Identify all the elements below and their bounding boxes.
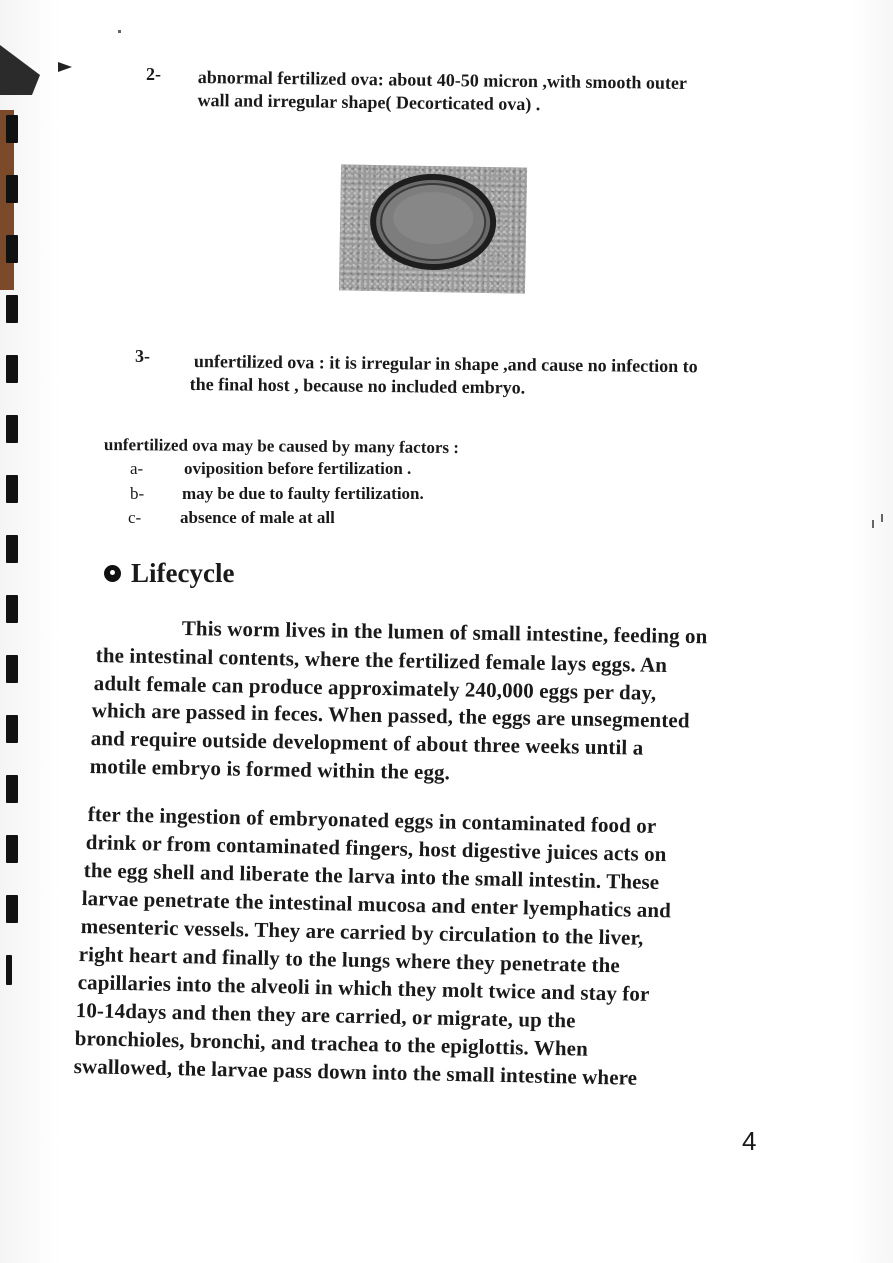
binding-hole	[6, 535, 18, 563]
list-text: absence of male at all	[180, 508, 335, 527]
list-text: oviposition before fertilization .	[184, 459, 412, 478]
binding-hole	[6, 355, 18, 383]
item-2-line: wall and irregular shape( Decorticated ova) .	[197, 89, 541, 115]
page-number: 4	[742, 1126, 757, 1156]
binding-hole	[6, 715, 18, 743]
binding-hole	[6, 115, 18, 143]
body-line: This worm lives in the lumen of small intestine, feeding on	[181, 616, 708, 649]
binding-hole	[6, 655, 18, 683]
body-line: right heart and finally to the lungs where they penetrate the	[78, 942, 621, 978]
binding-hole	[6, 955, 12, 985]
list-marker: c-	[128, 508, 142, 527]
binding-hole	[6, 295, 18, 323]
section-heading	[104, 558, 234, 589]
item-3-line: unfertilized ova : it is irregular in shape ,and cause no infection to	[193, 351, 698, 377]
binding-hole	[6, 775, 18, 803]
body-line: swallowed, the larvae pass down into the small intestine where	[73, 1054, 638, 1090]
body-line: capillaries into the alveoli in which they molt twice and stay for	[77, 970, 650, 1006]
list-text: may be due to faulty fertilization.	[182, 484, 424, 503]
item-2-text	[197, 66, 687, 118]
body-line: fter the ingestion of embryonated eggs in contaminated food or	[87, 802, 657, 838]
body-line: and require outside development of about three weeks until a	[90, 726, 644, 760]
binding-hole	[6, 475, 18, 503]
arrow-bullet-icon	[58, 62, 72, 72]
ovum-micrograph	[339, 164, 527, 293]
section-title: Lifecycle	[131, 558, 235, 588]
body-line: motile embryo is formed within the egg.	[89, 754, 451, 785]
body-line: 10-14days and then they are carried, or migrate, up the	[75, 998, 576, 1033]
binding-hole	[6, 235, 18, 263]
binding-hole	[6, 175, 18, 203]
binding-hole	[6, 835, 18, 863]
body-line: adult female can produce approximately 240,000 eggs per day,	[93, 671, 657, 705]
binding-hole	[6, 415, 18, 443]
item-3-line: the final host , because no included embryo.	[189, 373, 526, 398]
body-line: bronchioles, bronchi, and trachea to the epiglottis. When	[74, 1026, 589, 1061]
item-2-line: abnormal fertilized ova: about 40-50 micron ,with smooth outer	[197, 66, 688, 93]
scan-speck	[872, 520, 874, 528]
scan-speck	[881, 514, 883, 522]
item-3-text	[190, 350, 698, 401]
scan-speck	[118, 30, 121, 33]
binding-hole	[6, 595, 18, 623]
body-line: mesenteric vessels. They are carried by circulation to the liver,	[80, 914, 644, 950]
bullet-icon	[104, 565, 121, 582]
factors-intro: unfertilized ova may be caused by many factors :	[103, 435, 460, 458]
item-number: 2-	[146, 64, 161, 84]
body-line: the egg shell and liberate the larva into the small intestin. These	[83, 858, 660, 895]
body-line: which are passed in feces. When passed, the eggs are unsegmented	[91, 698, 690, 733]
ovum-drawing	[339, 164, 527, 293]
body-line: larvae penetrate the intestinal mucosa and enter lyemphatics and	[81, 886, 672, 923]
binding-hole	[6, 895, 18, 923]
spiral-binding	[0, 40, 22, 1040]
list-marker: a-	[130, 459, 144, 478]
body-line: drink or from contaminated fingers, host digestive juices acts on	[85, 830, 667, 867]
item-number: 3-	[135, 346, 150, 366]
body-line: the intestinal contents, where the fertilized female lays eggs. An	[95, 643, 668, 677]
list-marker: b-	[130, 484, 145, 503]
